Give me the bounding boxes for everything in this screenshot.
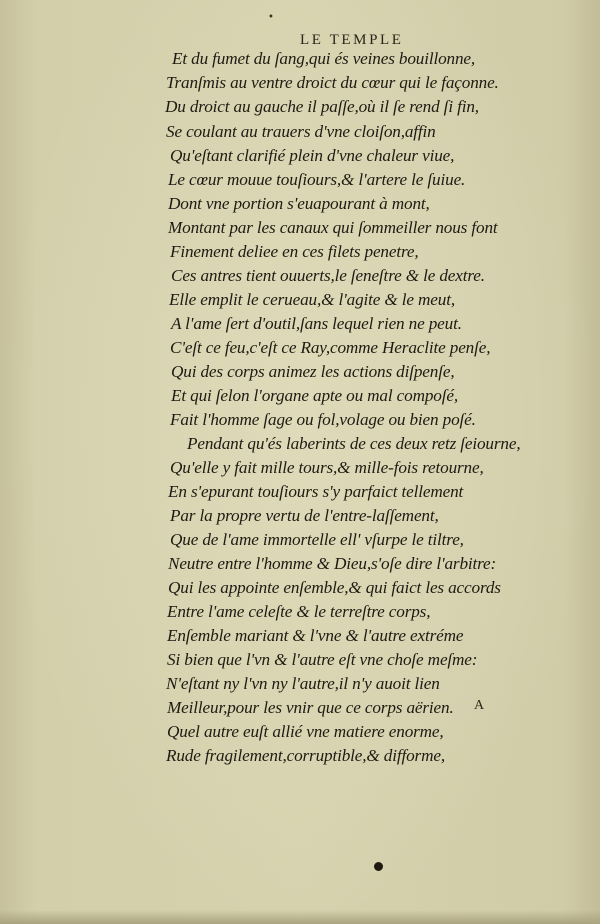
verse-line-2: Tranſmis au ventre droict du cœur qui le façonne.	[166, 73, 499, 92]
verse-line-5: Qu'eſtant clarifié plein d'vne chaleur viue,	[170, 146, 455, 165]
verse-line-13: C'eſt ce feu,c'eſt ce Ray,comme Heraclite penſe,	[170, 338, 491, 357]
verse-line-25: Enſemble mariant & l'vne & l'autre extréme	[167, 626, 464, 645]
verse-line-22: Neutre entre l'homme & Dieu,s'oſe dire l'arbitre:	[168, 554, 497, 573]
verse-line-26: Si bien que l'vn & l'autre eſt vne choſe meſme:	[167, 650, 478, 669]
verse-line-29: Quel autre euſt allié vne matiere enorme,	[167, 722, 444, 741]
verse-line-14: Qui des corps animez les actions diſpenſe,	[171, 362, 455, 381]
verse-line-7: Dont vne portion s'euapourant à mont,	[168, 194, 430, 213]
verse-line-4: Se coulant au trauers d'vne cloiſon,affin	[166, 122, 436, 141]
verse-line-27: N'eſtant ny l'vn ny l'autre,il n'y auoit lien	[166, 674, 440, 693]
verse-line-12: A l'ame ſert d'outil,ſans lequel rien ne peut.	[171, 314, 462, 333]
verse-line-1: Et du fumet du ſang,qui és veines bouillonne,	[172, 49, 476, 68]
verse-line-28: Meilleur,pour les vnir que ce corps aërien.	[167, 698, 454, 717]
verse-line-10: Ces antres tient ouuerts,le ſeneſtre & le dextre.	[171, 266, 485, 285]
verse-line-21: Que de l'ame immortelle ell' vſurpe le tiltre,	[170, 530, 464, 549]
page-bottom-edge	[0, 910, 600, 924]
verse-line-20: Par la propre vertu de l'entre-laſſement,	[170, 506, 439, 525]
verse-line-11: Elle emplit le cerueau,& l'agite & le meut,	[169, 290, 455, 309]
verse-line-19: En s'epurant touſiours s'y parfaict tellement	[168, 482, 464, 501]
verse-line-3: Du droict au gauche il paſſe,où il ſe rend ſi fin,	[165, 97, 479, 116]
verse-line-9: Finement deliee en ces filets penetre,	[170, 242, 419, 261]
verse-line-24: Entre l'ame celeſte & le terreſtre corps,	[167, 602, 431, 621]
verse-line-30: Rude fragilement,corruptible,& difforme,	[166, 746, 445, 765]
signature-mark: A	[474, 698, 485, 713]
footer-ornament-dot	[374, 862, 383, 871]
verse-line-18: Qu'elle y fait mille tours,& mille-fois retourne,	[170, 458, 484, 477]
verse-line-23: Qui les appointe enſemble,& qui faict les accords	[168, 578, 501, 597]
verse-line-17: Pendant qu'és laberints de ces deux retz ſeiourne,	[187, 434, 521, 453]
verse-line-8: Montant par les canaux qui ſommeiller nous font	[168, 218, 498, 237]
running-title: LE TEMPLE	[300, 32, 404, 48]
verse-line-16: Fait l'homme ſage ou fol,volage ou bien poſé.	[170, 410, 476, 429]
top-ornament: •	[268, 12, 274, 23]
verse-line-6: Le cœur mouue touſiours,& l'artere le ſuiue.	[168, 170, 466, 189]
verse-line-15: Et qui ſelon l'organe apte ou mal compoſé,	[171, 386, 458, 405]
